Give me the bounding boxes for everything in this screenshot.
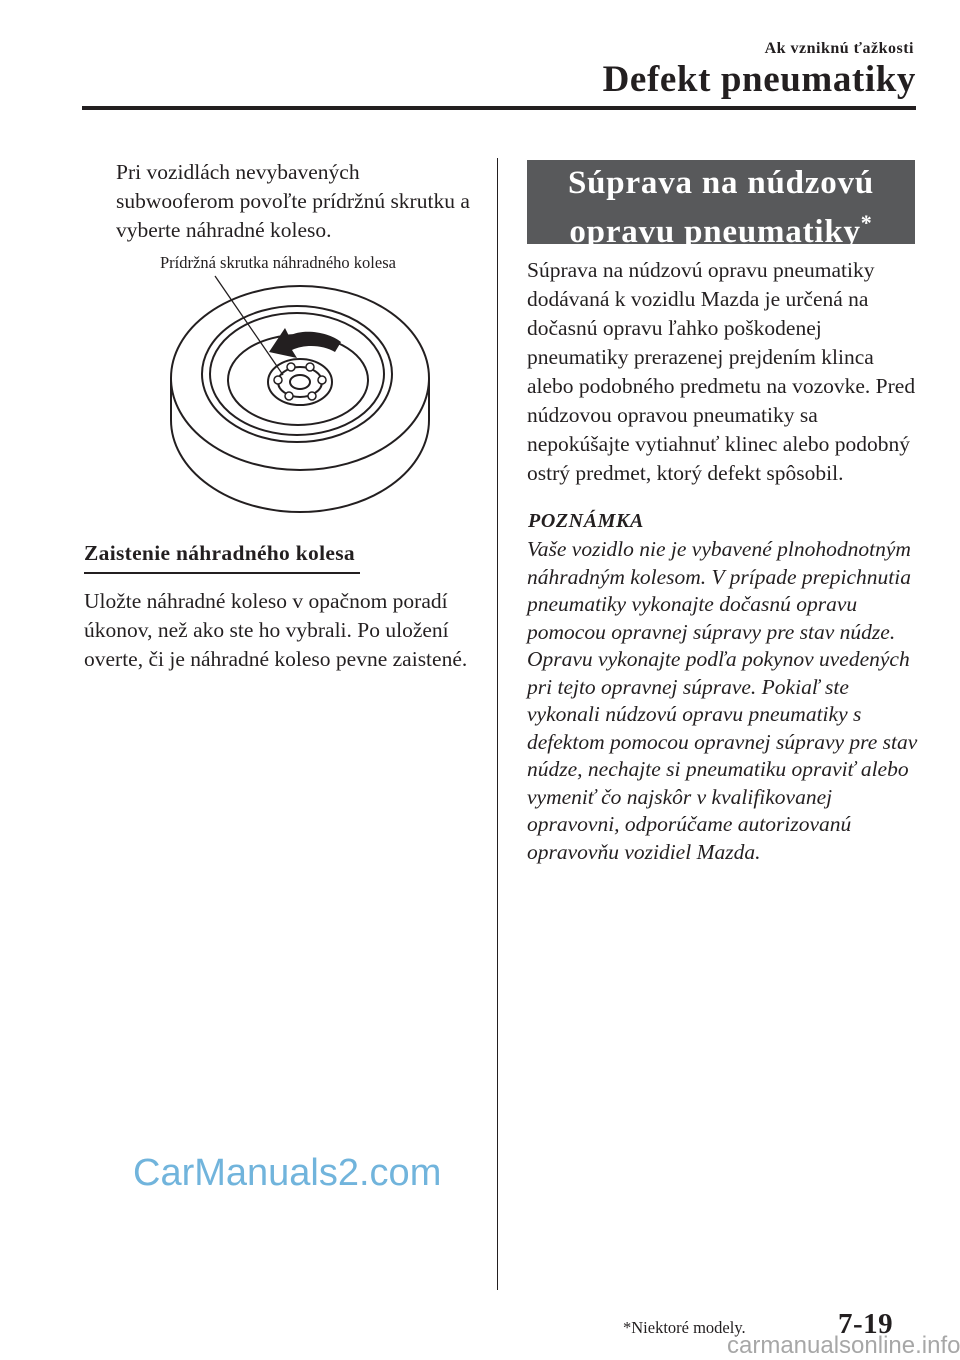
watermark-carmanuals2: CarManuals2.com (133, 1152, 442, 1194)
rim-outer (202, 306, 392, 442)
figure-callout-label: Prídržná skrutka náhradného kolesa (160, 253, 396, 272)
hub-inner (278, 367, 322, 397)
subheading-underline (84, 572, 360, 574)
note-body: Vaše vozidlo nie je vybavené plnohodnotným náhradným kolesom. V prípade prepichnutia pneumatiky vykonajte dočasnú opravu pomocou opravnej súpravy pre stav núdze. Opravu vykonajte podľa pokynov uvedených pri tejto opravnej súprave. Pokiaľ ste vykonali núdzovú opravu pneumatiky s defektom pomocou opravnej súpravy pre stav núdze, nechajte si pneumatiku opraviť alebo vymeniť čo najskôr v kvalifikovanej opravovni, odporúčame autorizovanú opravovňu vozidiel Mazda. (527, 537, 918, 864)
tire-bottom-outline (171, 378, 429, 512)
rim-lip (210, 313, 384, 435)
section-title-line-2: opravu pneumatiky* (569, 210, 873, 250)
note-title: POZNÁMKA (528, 510, 644, 532)
section-title-line-1: Súprava na núdzovú (567, 165, 875, 201)
watermark-carmanualsonline: carmanualsonline.info (727, 1332, 960, 1359)
section-subheading: Zaistenie náhradného kolesa (84, 541, 355, 565)
intro-paragraph: Pri vozidlách nevybavených subwooferom povoľte prídržnú skrutku a vyberte náhradné koleso. (116, 160, 470, 242)
column-divider (497, 158, 498, 1290)
rim-inner (228, 335, 368, 425)
chapter-kicker: Ak vzniknú ťažkosti (764, 40, 914, 57)
chapter-title: Defekt pneumatiky (602, 59, 916, 100)
asterisk-marker: * (860, 210, 873, 235)
hub-center (290, 375, 310, 389)
store-spare-paragraph: Uložte náhradné koleso v opačnom poradí úkonov, než ako ste ho vybrali. Po uložení overte, či je náhradné koleso pevne zaistené. (84, 589, 468, 671)
section-title-banner (527, 160, 915, 250)
callout-leader (215, 276, 283, 375)
repair-kit-paragraph: Súprava na núdzovú opravu pneumatiky dodávaná k vozidlu Mazda je určená na dočasnú opravu ľahko poškodenej pneumatiky prerazenej prejdením klinca alebo podobného predmetu na vozovke. Pred núdzovou opravou pneumatiky sa nepokúšajte vytiahnuť klinec alebo podobný ostrý predmet, ktorý defekt spôsobil. (527, 258, 916, 485)
footnote: *Niektoré modely. (623, 1318, 746, 1337)
header-rule (82, 106, 916, 110)
page-number: 7-19 (838, 1308, 894, 1340)
loosen-direction-arrow-icon (269, 328, 341, 358)
spare-tire-illustration (165, 270, 435, 515)
